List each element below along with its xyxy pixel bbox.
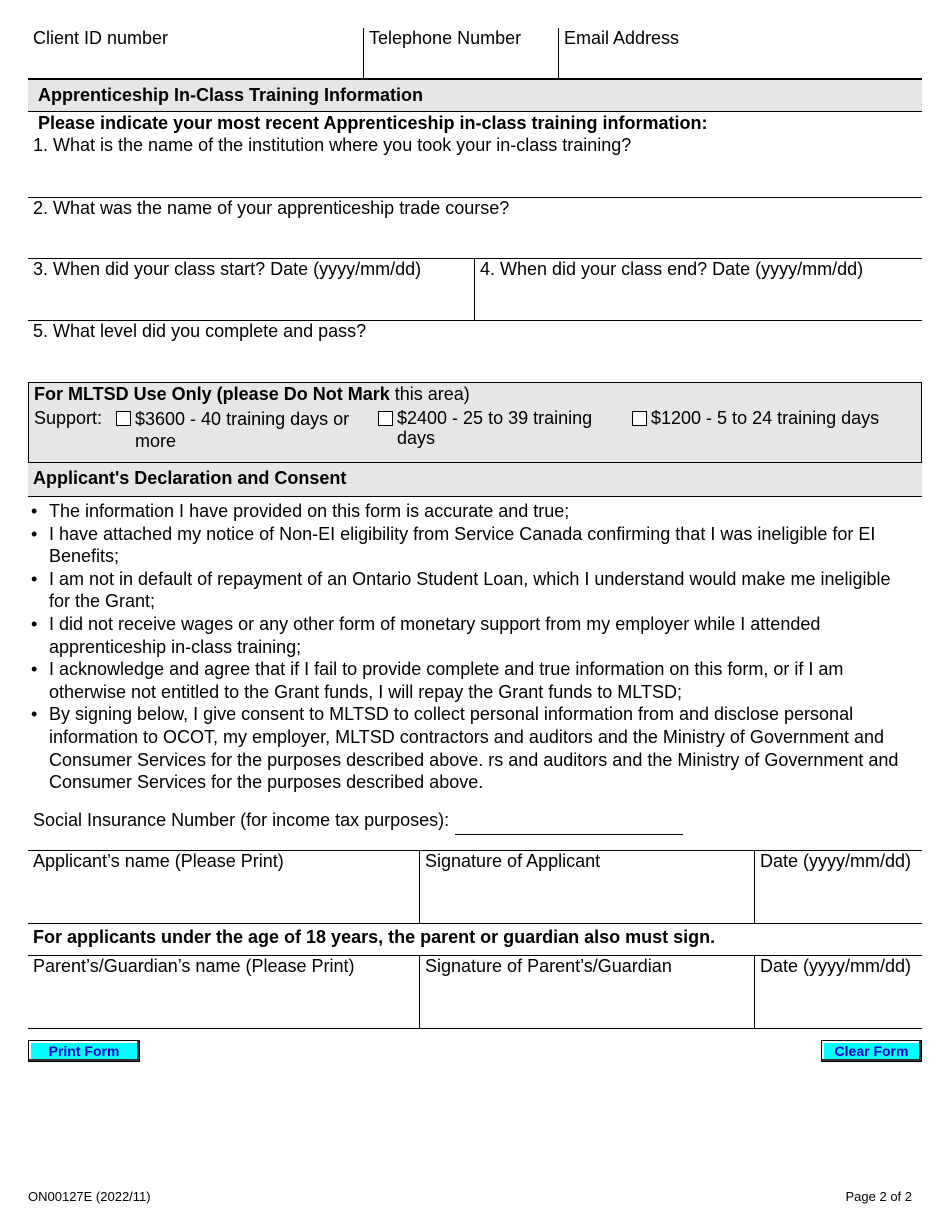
class-start-input[interactable] (33, 280, 473, 304)
question-1-label: 1. What is the name of the institution where you took your in-class training? (33, 135, 632, 155)
mltsd-title (34, 383, 916, 407)
minor-notice (28, 924, 922, 955)
sin-label: Social Insurance Number (for income tax purposes): (33, 809, 450, 830)
guardian-name-label: Parent’s/Guardian’s name (Please Print) (33, 955, 355, 976)
declaration-item: • I have attached my notice of Non-EI eligibility from Service Canada confirming that I was ineligible for EI Benefits; (31, 523, 876, 567)
checkbox-3600[interactable] (116, 411, 131, 426)
applicant-signature-field[interactable] (419, 851, 754, 923)
guardian-signature-label: Signature of Parent’s/Guardian (425, 955, 672, 976)
declaration-item-text: I did not receive wages or any other form of monetary support from my employer while I attended apprenticeship in-class training; (49, 613, 821, 657)
declaration-item: • I did not receive wages or any other form of monetary support from my employer while I attended apprenticeship in-class training; (31, 613, 821, 657)
minor-notice-text: For applicants under the age of 18 years, the parent or guardian also must sign. (33, 926, 716, 947)
guardian-signature-row (28, 955, 922, 1029)
email-field[interactable] (558, 28, 922, 78)
telephone-label: Telephone Number (369, 28, 522, 48)
declaration-item: • The information I have provided on this form is accurate and true; (31, 501, 570, 521)
question-4-field[interactable] (474, 259, 922, 320)
support-option-3600-label: $3600 - 40 training days or more (135, 409, 350, 451)
checkbox-1200[interactable] (632, 411, 647, 426)
support-option-2400-label: $2400 - 25 to 39 training days (397, 408, 593, 448)
declaration-item-text: By signing below, I give consent to MLTSD to collect personal information from and disclose personal information to OCOT, my employer, MLTSD contractors and auditors and the Ministry of Government and Consumer Services for the purposes described above. rs and auditors and the Ministry of Government and Consumer Services for the purposes described above. (49, 704, 899, 793)
applicant-signature-label: Signature of Applicant (425, 850, 601, 871)
declaration-item-text: I have attached my notice of Non-EI eligibility from Service Canada confirming that I was ineligible for EI Benefits; (49, 523, 876, 567)
clear-form-button[interactable]: Clear Form (821, 1040, 922, 1062)
declaration-item: • By signing below, I give consent to MLTSD to collect personal information from and disclose personal information to OCOT, my employer, MLTSD contractors and auditors and the Ministry of Government and Consumer Services for the purposes described above. rs and auditors and the Ministry of Government and Consumer Services for the purposes described above. (31, 704, 899, 793)
support-option-1200[interactable] (632, 407, 916, 452)
checkbox-2400[interactable] (378, 411, 393, 426)
declaration-list (28, 497, 922, 794)
applicant-name-field[interactable] (28, 851, 419, 923)
guardian-date-field[interactable] (754, 956, 922, 1028)
level-input[interactable] (33, 342, 921, 366)
training-instruction (28, 112, 922, 135)
declaration-section-title: Applicant's Declaration and Consent (33, 468, 347, 488)
question-2-field[interactable] (28, 198, 922, 259)
declaration-item-text: I acknowledge and agree that if I fail to provide complete and true information on this form, or if I am otherwise not entitled to the Grant funds, I will repay the Grant funds to MLTSD; (49, 659, 844, 702)
declaration-section-header (28, 463, 922, 497)
page-number: Page 2 of 2 (845, 1189, 912, 1204)
guardian-date-label: Date (yyyy/mm/dd) (760, 955, 912, 976)
declaration-item: • I acknowledge and agree that if I fail to provide complete and true information on this form, or if I am otherwise not entitled to the Grant funds, I will repay the Grant funds to MLTSD; (31, 659, 844, 702)
question-3-field[interactable] (28, 259, 474, 320)
form-number: ON00127E (2022/11) (28, 1189, 151, 1204)
trade-course-input[interactable] (33, 219, 921, 243)
question-3-label: 3. When did your class start? Date (yyyy/mm/dd) (33, 259, 422, 279)
sin-row (28, 810, 922, 850)
question-4-label: 4. When did your class end? Date (yyyy/mm/dd) (480, 259, 864, 279)
question-2-label: 2. What was the name of your apprenticeship trade course? (33, 198, 510, 218)
mltsd-title-bold: For MLTSD Use Only (please Do Not Mark (34, 384, 390, 404)
email-input[interactable] (564, 49, 921, 73)
email-label: Email Address (564, 28, 680, 48)
print-form-button[interactable]: Print Form (28, 1040, 140, 1062)
declaration-item-text: The information I have provided on this form is accurate and true; (49, 501, 570, 521)
training-section-title: Apprenticeship In-Class Training Information (38, 85, 424, 105)
client-id-label: Client ID number (33, 28, 169, 48)
applicant-date-field[interactable] (754, 851, 922, 923)
applicant-name-label: Applicant’s name (Please Print) (33, 850, 284, 871)
applicant-signature-row (28, 850, 922, 924)
class-end-input[interactable] (480, 280, 921, 304)
client-id-field[interactable] (28, 0, 363, 78)
mltsd-title-rest: this area) (389, 384, 470, 404)
declaration-item-text: I am not in default of repayment of an Ontario Student Loan, which I understand would make me ineligible for the Grant; (49, 568, 891, 612)
support-option-2400[interactable] (378, 407, 632, 452)
question-5-label: 5. What level did you complete and pass? (33, 321, 367, 341)
sin-input[interactable] (455, 810, 683, 835)
support-row (34, 407, 916, 452)
dates-row (28, 259, 922, 321)
question-1-field[interactable] (28, 135, 922, 198)
support-label: Support: (34, 408, 103, 428)
applicant-date-label: Date (yyyy/mm/dd) (760, 850, 912, 871)
training-section-header (28, 78, 922, 112)
support-option-1200-label: $1200 - 5 to 24 training days (651, 408, 880, 428)
question-5-field[interactable] (28, 321, 922, 382)
guardian-name-field[interactable] (28, 956, 419, 1028)
contact-row (28, 0, 922, 78)
client-id-input[interactable] (33, 49, 362, 73)
declaration-item: • I am not in default of repayment of an Ontario Student Loan, which I understand would make me ineligible for the Grant; (31, 568, 891, 612)
guardian-signature-field[interactable] (419, 956, 754, 1028)
form-page (28, 0, 922, 1029)
training-instruction-text: Please indicate your most recent Apprenticeship in-class training information: (38, 113, 708, 133)
telephone-input[interactable] (369, 49, 557, 73)
support-option-3600[interactable] (116, 407, 378, 452)
mltsd-use-only-box (28, 382, 922, 463)
institution-input[interactable] (33, 156, 921, 180)
telephone-field[interactable] (363, 28, 558, 78)
